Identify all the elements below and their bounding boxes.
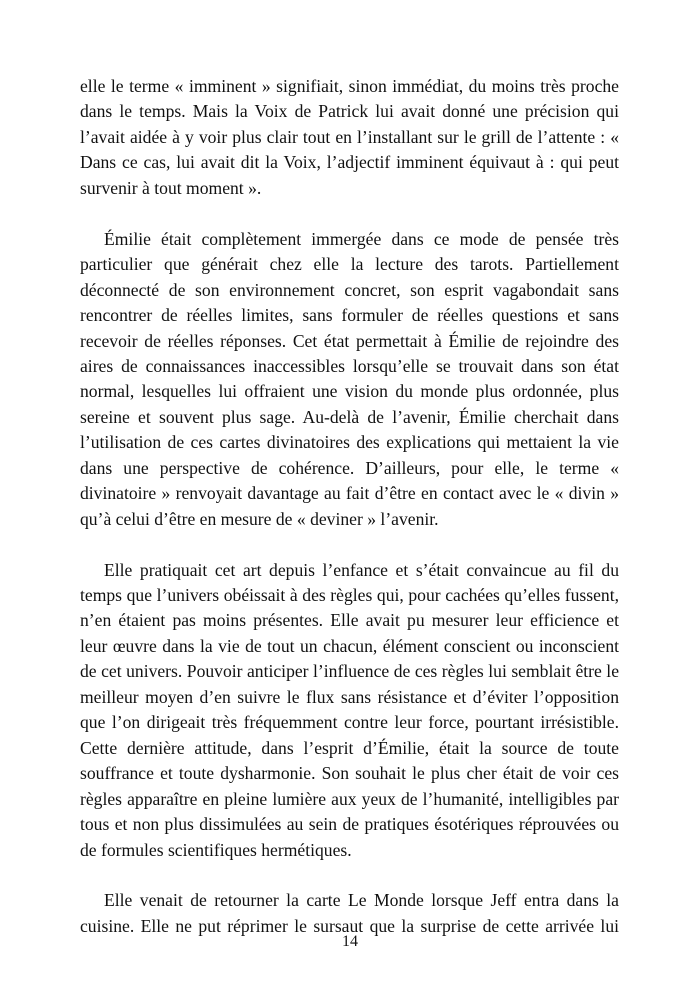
paragraph-2: Émilie était complètement immergée dans ce mode de pensée très particulier que générait chez elle la lecture des tarots. Partiellement déconnecté de son environnement concret, son esprit vagabondait sans rencontrer de réelles limites, sans formuler de réelles questions et sans recevoir de réelles réponses. Cet état permettait à Émilie de rejoindre des aires de connaissances inaccessibles lorsqu’elle se trouvait dans son état normal, lesquelles lui offraient une vision du monde plus ordonnée, plus sereine et souvent plus sage. Au-delà de l’avenir, Émilie cherchait dans l’utilisation de ces cartes divinatoires des explications qui mettaient la vie dans une perspective de cohérence. D’ailleurs, pour elle, le terme « divinatoire » renvoyait davantage au fait d’être en contact avec le « divin » qu’à celui d’être en mesure de « deviner » l’avenir. (80, 228, 619, 529)
paragraph-3: Elle pratiquait cet art depuis l’enfance et s’était convaincue au fil du temps que l’univers obéissait à des règles qui, pour cachées qu’elles fussent, n’en étaient pas moins présentes. Elle avait pu mesurer leur efficience et leur œuvre dans la vie de tout un chacun, élément conscient ou inconscient de cet univers. Pouvoir anticiper l’influence de ces règles lui semblait être le meilleur moyen d’en suivre le flux sans résistance et d’éviter l’opposition que l’on dirigeait très fréquemment contre leur force, pourtant irrésistible. Cette dernière attitude, dans l’esprit d’Émilie, était la source de toute souffrance et toute dysharmonie. Son souhait le plus cher était de voir ces règles apparaître en pleine lumière aux yeux de l’humanité, intelligibles par tous et non plus dissimulées au sein de pratiques ésotériques réprouvées ou de formules scientifiques hermétiques. (80, 559, 619, 860)
paragraph-1: elle le terme « imminent » signifiait, sinon immédiat, du moins très proche dans le temps. Mais la Voix de Patrick lui avait donné une précision qui l’avait aidée à y voir plus clair tout en l’installant sur le grill de l’attente : « Dans ce cas, lui avait dit la Voix, l’adjectif imminent équivaut à : qui peut survenir à tout moment ». (80, 76, 619, 198)
document-page (80, 74, 619, 965)
page-number: 14 (342, 933, 358, 950)
paragraph-4: Elle venait de retourner la carte Le Monde lorsque Jeff entra dans la cuisine. Elle ne put réprimer le sursaut que la surprise de cette arrivée lui (80, 890, 619, 936)
